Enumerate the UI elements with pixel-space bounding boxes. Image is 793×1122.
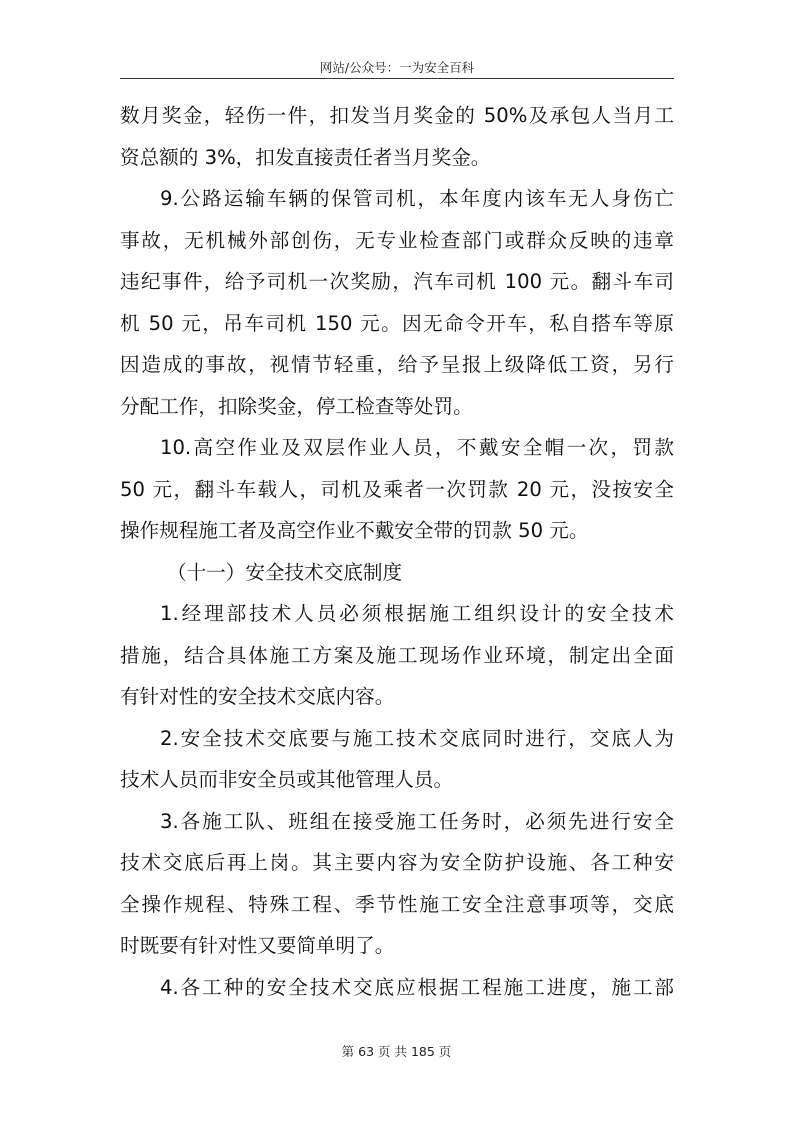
text-line: 10.高空作业及双层作业人员，不戴安全帽一次，罚款 (160, 436, 674, 459)
text-line: 1.经理部技术人员必须根据施工组织设计的安全技术 (160, 602, 674, 625)
document-body (120, 95, 674, 1008)
text-line: 事故，无机械外部创伤，无专业检查部门或群众反映的违章 (120, 228, 674, 252)
header-divider (120, 78, 674, 79)
text-line: 4.各工种的安全技术交底应根据工程施工进度，施工部 (160, 975, 674, 999)
text-line: 机 50 元，吊车司机 150 元。因无命令开车，私自搭车等原 (120, 311, 674, 335)
text-line: 因造成的事故，视情节轻重，给予呈报上级降低工资，另行 (120, 353, 674, 376)
text-line: 资总额的 3%，扣发直接责任者当月奖金。 (120, 145, 491, 169)
section-heading: （十一）安全技术交底制度 (167, 560, 403, 584)
text-line: 技术人员而非安全员或其他管理人员。 (120, 768, 454, 791)
page-header: 网站/公众号：一为安全百科 (319, 60, 475, 75)
text-line: 措施，结合具体施工方案及施工现场作业环境，制定出全面 (120, 643, 674, 667)
text-line: 技术交底后再上岗。其主要内容为安全防护设施、各工种安 (120, 851, 674, 874)
text-line: 有针对性的安全技术交底内容。 (120, 685, 395, 708)
text-line: 2.安全技术交底要与施工技术交底同时进行，交底人为 (160, 726, 674, 750)
text-line: 时既要有针对性又要简单明了。 (120, 934, 395, 957)
text-line: 全操作规程、特殊工程、季节性施工安全注意事项等，交底 (120, 892, 674, 916)
text-line: 分配工作，扣除奖金，停工检查等处罚。 (120, 394, 473, 418)
text-line: 9.公路运输车辆的保管司机，本年度内该车无人身伤亡 (160, 187, 674, 210)
text-line: 数月奖金，轻伤一件，扣发当月奖金的 50%及承包人当月工 (120, 104, 674, 127)
page-footer: 第 63 页 共 185 页 (341, 1044, 452, 1059)
text-line: 操作规程施工者及高空作业不戴安全带的罚款 50 元。 (120, 519, 589, 542)
text-line: 50 元，翻斗车载人，司机及乘者一次罚款 20 元，没按安全 (120, 477, 674, 501)
text-line: 3.各施工队、班组在接受施工任务时，必须先进行安全 (160, 809, 674, 833)
text-line: 违纪事件，给予司机一次奖励，汽车司机 100 元。翻斗车司 (120, 270, 674, 293)
